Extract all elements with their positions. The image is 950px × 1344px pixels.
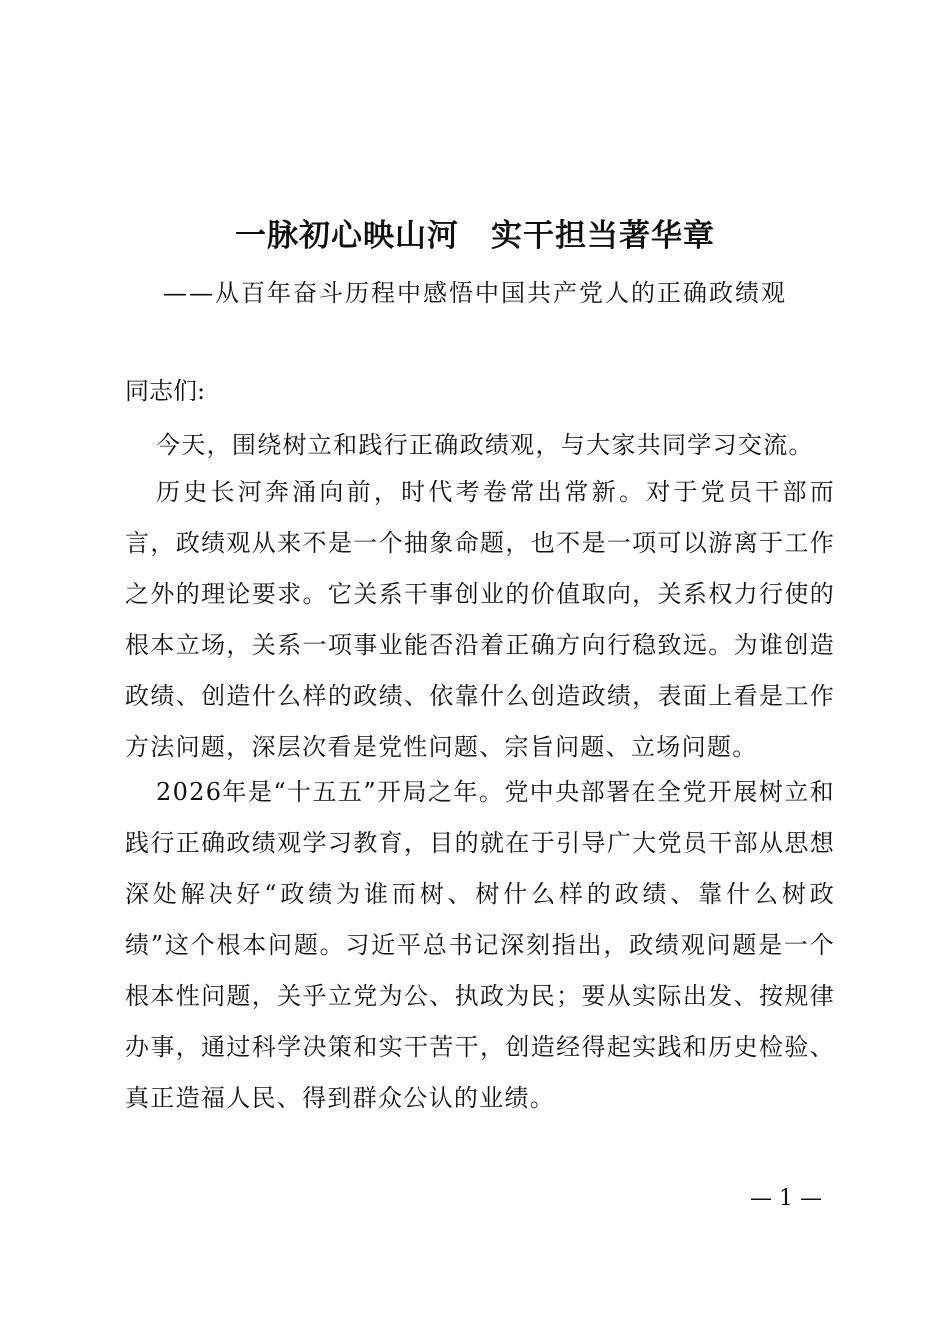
document-subtitle: ——从百年奋斗历程中感悟中国共产党人的正确政绩观 (163, 279, 787, 307)
page-number: — 1 — (750, 1186, 822, 1211)
document-title: 一脉初心映山河 实干担当著华章 (235, 218, 715, 254)
paragraph-intro: 今天，围绕树立和践行正确政绩观，与大家共同学习交流。 (156, 431, 814, 459)
salutation: 同志们: (125, 377, 206, 405)
paragraph-2026: 2026年是“十五五”开局之年。党中央部署在全党开展树立和践行正确政绩观学习教育，目的就在于引导广大党员干部从思想深处解决好“政绩为谁而树、树什么样的政绩、靠什么树政绩”这个根本问题。习近平总书记深刻指出，政绩观问题是一个根本性问题，关乎立党为公、执政为民；要从实际出发、按规律办事，通过科学决策和实干苦干，创造经得起实践和历史检验、真正造福人民、得到群众公认的业绩。 (125, 778, 835, 1112)
paragraph-history: 历史长河奔涌向前，时代考卷常出常新。对于党员干部而言，政绩观从来不是一个抽象命题，也不是一项可以游离于工作之外的理论要求。它关系干事创业的价值取向，关系权力行使的根本立场，关系一项事业能否沿着正确方向行稳致远。为谁创造政绩、创造什么样的政绩、依靠什么创造政绩，表面上看是工作方法问题，深层次看是党性问题、宗旨问题、立场问题。 (125, 478, 835, 761)
